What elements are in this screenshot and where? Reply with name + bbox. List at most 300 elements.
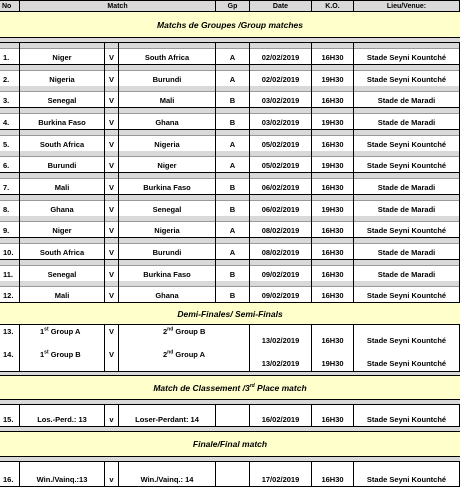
cell-ko bbox=[312, 238, 354, 260]
no-value: 2. bbox=[3, 75, 10, 84]
row-band bbox=[250, 195, 311, 201]
venue-value: Stade de Maradi bbox=[377, 270, 436, 279]
row-band bbox=[105, 108, 118, 114]
no-value: 10. bbox=[3, 248, 14, 257]
home-value: Senegal bbox=[47, 96, 77, 105]
v-value: v bbox=[109, 475, 114, 484]
cell-venue bbox=[354, 86, 460, 108]
cell-v bbox=[105, 43, 119, 65]
cell-ko bbox=[312, 108, 354, 130]
home-value: Burkina Faso bbox=[38, 118, 86, 127]
header-match: Match bbox=[20, 1, 216, 12]
table-row bbox=[0, 195, 460, 217]
venue-value: Stade Seyni Kountché bbox=[366, 415, 447, 424]
row-band bbox=[0, 65, 19, 71]
row-band bbox=[216, 173, 249, 179]
row-band bbox=[119, 195, 215, 201]
ko-value: 16H30 bbox=[321, 336, 344, 345]
venue-value: Stade Seyni Kountché bbox=[366, 336, 447, 345]
row-band bbox=[20, 281, 104, 287]
semi-cell-1 bbox=[20, 348, 105, 372]
cell-v bbox=[105, 173, 119, 195]
row-band bbox=[0, 260, 19, 266]
row-band bbox=[216, 65, 249, 71]
semi-cell-0 bbox=[0, 348, 20, 372]
row-band bbox=[20, 173, 104, 179]
ko-value: 19H30 bbox=[321, 118, 344, 127]
row-band bbox=[354, 86, 459, 92]
cell-home bbox=[20, 238, 105, 260]
date-value: 08/02/2019 bbox=[261, 248, 300, 257]
cell-venue bbox=[354, 65, 460, 87]
row-band bbox=[20, 238, 104, 244]
home-value: Mali bbox=[54, 183, 70, 192]
cell-v bbox=[105, 405, 119, 427]
away-value: Nigeria bbox=[154, 140, 180, 149]
row-band bbox=[0, 43, 19, 49]
row-band bbox=[216, 281, 249, 287]
cell-venue bbox=[354, 405, 460, 427]
home-value: South Africa bbox=[39, 248, 85, 257]
away-value: Burkina Faso bbox=[143, 183, 191, 192]
cell-ko bbox=[312, 173, 354, 195]
date-value: 06/02/2019 bbox=[261, 183, 300, 192]
v-value: V bbox=[108, 75, 114, 84]
cell-v bbox=[105, 462, 119, 487]
cell-v bbox=[105, 260, 119, 282]
cell-no bbox=[0, 260, 20, 282]
date-value: 16/02/2019 bbox=[261, 415, 300, 424]
cell-gp bbox=[216, 195, 250, 217]
venue-value: Stade Seyni Kountché bbox=[366, 161, 447, 170]
row-band bbox=[312, 86, 353, 92]
cell-no bbox=[0, 462, 20, 487]
cell-date bbox=[250, 151, 312, 173]
cell-gp bbox=[216, 65, 250, 87]
gp-value: A bbox=[229, 53, 236, 62]
away-value: Nigeria bbox=[154, 226, 180, 235]
row-band bbox=[312, 130, 353, 136]
table-row bbox=[0, 86, 460, 108]
no-value: 5. bbox=[3, 140, 10, 149]
ko-value: 16H30 bbox=[321, 270, 344, 279]
row-band bbox=[0, 238, 19, 244]
row-band bbox=[216, 151, 249, 157]
cell-ko bbox=[312, 65, 354, 87]
table-row bbox=[0, 281, 460, 303]
no-value: 12. bbox=[3, 291, 14, 300]
cell-venue bbox=[354, 216, 460, 238]
row-band bbox=[0, 151, 19, 157]
cell-v bbox=[105, 86, 119, 108]
cell-venue bbox=[354, 108, 460, 130]
cell-date bbox=[250, 195, 312, 217]
cell-no bbox=[0, 238, 20, 260]
away-value: Win./Vainq.: 14 bbox=[140, 475, 194, 484]
cell-date bbox=[250, 43, 312, 65]
cell-home bbox=[20, 86, 105, 108]
ko-value: 16H30 bbox=[321, 226, 344, 235]
gp-value: A bbox=[229, 140, 236, 149]
cell-date bbox=[250, 462, 312, 487]
home-value: Nigeria bbox=[49, 75, 75, 84]
date-value: 13/02/2019 bbox=[261, 359, 300, 368]
date-value: 17/02/2019 bbox=[261, 475, 300, 484]
cell-away bbox=[119, 216, 216, 238]
cell-v bbox=[105, 130, 119, 152]
cell-v bbox=[105, 108, 119, 130]
cell-away bbox=[119, 151, 216, 173]
venue-value: Stade de Maradi bbox=[377, 205, 436, 214]
ko-value: 16H30 bbox=[321, 475, 344, 484]
home-value: Niger bbox=[52, 226, 72, 235]
venue-value: Stade Seyni Kountché bbox=[366, 475, 447, 484]
row-band bbox=[354, 216, 459, 222]
row-band bbox=[312, 151, 353, 157]
table-row bbox=[0, 216, 460, 238]
cell-date bbox=[250, 281, 312, 303]
row-band bbox=[105, 86, 118, 92]
away-value: 2nd Group B bbox=[163, 326, 206, 336]
cell-ko bbox=[312, 405, 354, 427]
row-band bbox=[312, 195, 353, 201]
cell-no bbox=[0, 216, 20, 238]
row-band bbox=[119, 260, 215, 266]
home-value: Burundi bbox=[47, 161, 77, 170]
row-band bbox=[216, 216, 249, 222]
away-value: Ghana bbox=[155, 118, 179, 127]
cell-date bbox=[250, 130, 312, 152]
row-band bbox=[354, 238, 459, 244]
row-band bbox=[354, 151, 459, 157]
row-band bbox=[216, 108, 249, 114]
header-no: No bbox=[0, 1, 20, 12]
row-band bbox=[312, 260, 353, 266]
venue-value: Stade de Maradi bbox=[377, 118, 436, 127]
home-value: Ghana bbox=[50, 205, 74, 214]
row-band bbox=[105, 238, 118, 244]
cell-no bbox=[0, 173, 20, 195]
no-value: 13. bbox=[3, 327, 14, 336]
cell-home bbox=[20, 216, 105, 238]
cell-gp bbox=[216, 86, 250, 108]
ko-value: 16H30 bbox=[321, 96, 344, 105]
row-band bbox=[250, 43, 311, 49]
cell-v bbox=[105, 281, 119, 303]
cell-ko bbox=[312, 216, 354, 238]
row-band bbox=[312, 216, 353, 222]
venue-value: Stade Seyni Kountché bbox=[366, 140, 447, 149]
cell-away bbox=[119, 173, 216, 195]
table-row bbox=[0, 173, 460, 195]
row-band bbox=[105, 65, 118, 71]
v-value: V bbox=[108, 327, 114, 336]
section-title: Matchs de Groupes /Group matches bbox=[157, 19, 303, 30]
cell-date bbox=[250, 86, 312, 108]
cell-away bbox=[119, 108, 216, 130]
section-third-place bbox=[0, 376, 460, 400]
gp-value: A bbox=[229, 75, 236, 84]
gp-value: A bbox=[229, 248, 236, 257]
gp-value: B bbox=[229, 270, 236, 279]
no-value: 8. bbox=[3, 205, 10, 214]
cell-v bbox=[105, 195, 119, 217]
row-band bbox=[250, 151, 311, 157]
row-band bbox=[250, 260, 311, 266]
row-band bbox=[119, 238, 215, 244]
semi-cell-6 bbox=[354, 325, 460, 349]
semi-cell-2 bbox=[105, 348, 119, 372]
table-row bbox=[0, 130, 460, 152]
row-band bbox=[216, 195, 249, 201]
row-band bbox=[20, 108, 104, 114]
cell-home bbox=[20, 65, 105, 87]
row-band bbox=[119, 130, 215, 136]
date-value: 06/02/2019 bbox=[261, 205, 300, 214]
cell-home bbox=[20, 151, 105, 173]
section-semi-finals bbox=[0, 303, 460, 325]
cell-no bbox=[0, 151, 20, 173]
cell-away bbox=[119, 43, 216, 65]
cell-gp bbox=[216, 108, 250, 130]
row-band bbox=[119, 43, 215, 49]
row-band bbox=[105, 151, 118, 157]
ko-value: 16H30 bbox=[321, 248, 344, 257]
gp-value: A bbox=[229, 226, 236, 235]
row-band bbox=[105, 281, 118, 287]
row-band bbox=[250, 238, 311, 244]
no-value: 16. bbox=[3, 475, 14, 484]
row-band bbox=[0, 195, 19, 201]
row-band bbox=[250, 281, 311, 287]
row-band bbox=[0, 173, 19, 179]
cell-home bbox=[20, 43, 105, 65]
section-title: Finale/Final match bbox=[192, 439, 268, 449]
row-band bbox=[0, 130, 19, 136]
row-band bbox=[216, 260, 249, 266]
cell-ko bbox=[312, 130, 354, 152]
no-value: 4. bbox=[3, 118, 10, 127]
v-value: V bbox=[108, 270, 114, 279]
row-band bbox=[0, 108, 19, 114]
ko-value: 19H30 bbox=[321, 161, 344, 170]
cell-home bbox=[20, 195, 105, 217]
table-row bbox=[0, 405, 460, 427]
table-header bbox=[0, 0, 460, 12]
cell-venue bbox=[354, 43, 460, 65]
cell-no bbox=[0, 65, 20, 87]
cell-gp bbox=[216, 238, 250, 260]
cell-home bbox=[20, 130, 105, 152]
row-band bbox=[354, 281, 459, 287]
cell-gp bbox=[216, 43, 250, 65]
semi-cell-2 bbox=[105, 325, 119, 349]
row-band bbox=[312, 43, 353, 49]
row-band bbox=[20, 151, 104, 157]
table-row bbox=[0, 238, 460, 260]
row-band bbox=[250, 65, 311, 71]
cell-away bbox=[119, 405, 216, 427]
ko-value: 16H30 bbox=[321, 140, 344, 149]
table-row bbox=[0, 325, 460, 349]
no-value: 1. bbox=[3, 53, 10, 62]
cell-away bbox=[119, 195, 216, 217]
row-band bbox=[216, 238, 249, 244]
row-band bbox=[20, 130, 104, 136]
date-value: 09/02/2019 bbox=[261, 291, 300, 300]
away-value: Loser-Perdant: 14 bbox=[135, 415, 199, 424]
cell-away bbox=[119, 281, 216, 303]
table-row bbox=[0, 462, 460, 487]
row-band bbox=[20, 195, 104, 201]
row-band bbox=[354, 260, 459, 266]
row-band bbox=[250, 130, 311, 136]
row-band bbox=[20, 65, 104, 71]
v-value: V bbox=[108, 96, 114, 105]
row-band bbox=[119, 281, 215, 287]
cell-venue bbox=[354, 238, 460, 260]
gp-value: B bbox=[229, 118, 236, 127]
cell-venue bbox=[354, 151, 460, 173]
cell-home bbox=[20, 405, 105, 427]
semi-cell-4 bbox=[250, 325, 312, 349]
cell-date bbox=[250, 260, 312, 282]
cell-ko bbox=[312, 86, 354, 108]
row-band bbox=[119, 173, 215, 179]
cell-home bbox=[20, 173, 105, 195]
cell-date bbox=[250, 216, 312, 238]
header-gp: Gp bbox=[216, 1, 250, 12]
ko-value: 16H30 bbox=[321, 183, 344, 192]
table-row bbox=[0, 348, 460, 372]
table-row bbox=[0, 65, 460, 87]
cell-ko bbox=[312, 260, 354, 282]
cell-no bbox=[0, 86, 20, 108]
away-value: Burkina Faso bbox=[143, 270, 191, 279]
cell-ko bbox=[312, 195, 354, 217]
venue-value: Stade Seyni Kountché bbox=[366, 53, 447, 62]
venue-value: Stade Seyni Kountché bbox=[366, 226, 447, 235]
home-value: Los.-Perd.: 13 bbox=[37, 415, 87, 424]
cell-home bbox=[20, 108, 105, 130]
ko-value: 19H30 bbox=[321, 359, 344, 368]
date-value: 08/02/2019 bbox=[261, 226, 300, 235]
cell-away bbox=[119, 86, 216, 108]
away-value: Burundi bbox=[152, 75, 182, 84]
cell-venue bbox=[354, 260, 460, 282]
semi-cell-5 bbox=[312, 348, 354, 372]
home-value: 1st Group B bbox=[40, 349, 81, 359]
v-value: V bbox=[108, 226, 114, 235]
ko-value: 16H30 bbox=[321, 53, 344, 62]
cell-date bbox=[250, 108, 312, 130]
cell-gp bbox=[216, 462, 250, 487]
venue-value: Stade Seyni Kountché bbox=[366, 75, 447, 84]
home-value: Mali bbox=[54, 291, 70, 300]
row-band bbox=[250, 173, 311, 179]
section-title: Demi-Finales/ Semi-Finals bbox=[177, 308, 283, 319]
cell-no bbox=[0, 108, 20, 130]
row-band bbox=[216, 86, 249, 92]
venue-value: Stade Seyni Kountché bbox=[366, 291, 447, 300]
cell-no bbox=[0, 195, 20, 217]
gp-value: B bbox=[229, 205, 236, 214]
away-value: Mali bbox=[159, 96, 175, 105]
cell-venue bbox=[354, 281, 460, 303]
row-band bbox=[250, 108, 311, 114]
cell-no bbox=[0, 281, 20, 303]
cell-away bbox=[119, 260, 216, 282]
home-value: South Africa bbox=[39, 140, 85, 149]
row-band bbox=[250, 86, 311, 92]
no-value: 14. bbox=[3, 350, 14, 359]
cell-gp bbox=[216, 216, 250, 238]
row-band bbox=[105, 195, 118, 201]
row-band bbox=[119, 86, 215, 92]
cell-gp bbox=[216, 173, 250, 195]
cell-venue bbox=[354, 195, 460, 217]
row-band bbox=[354, 195, 459, 201]
header-venue: Lieu/Venue: bbox=[354, 1, 460, 12]
cell-no bbox=[0, 130, 20, 152]
v-value: v bbox=[109, 415, 114, 424]
cell-home bbox=[20, 462, 105, 487]
away-value: Niger bbox=[157, 161, 177, 170]
away-value: Senegal bbox=[152, 205, 182, 214]
cell-away bbox=[119, 462, 216, 487]
venue-value: Stade Seyni Kountché bbox=[366, 359, 447, 368]
row-band bbox=[312, 238, 353, 244]
no-value: 6. bbox=[3, 161, 10, 170]
v-value: V bbox=[108, 291, 114, 300]
row-band bbox=[216, 43, 249, 49]
row-band bbox=[105, 216, 118, 222]
away-value: 2nd Group A bbox=[163, 349, 206, 359]
date-value: 05/02/2019 bbox=[261, 161, 300, 170]
row-band bbox=[0, 86, 19, 92]
date-value: 13/02/2019 bbox=[261, 336, 300, 345]
cell-ko bbox=[312, 151, 354, 173]
ko-value: 19H30 bbox=[321, 205, 344, 214]
semi-cell-6 bbox=[354, 348, 460, 372]
cell-date bbox=[250, 65, 312, 87]
cell-venue bbox=[354, 130, 460, 152]
cell-venue bbox=[354, 462, 460, 487]
row-band bbox=[20, 43, 104, 49]
row-band bbox=[0, 281, 19, 287]
row-band bbox=[216, 130, 249, 136]
cell-away bbox=[119, 65, 216, 87]
cell-gp bbox=[216, 260, 250, 282]
cell-gp bbox=[216, 130, 250, 152]
no-value: 9. bbox=[3, 226, 10, 235]
no-value: 7. bbox=[3, 183, 10, 192]
cell-date bbox=[250, 405, 312, 427]
row-band bbox=[312, 65, 353, 71]
semi-cell-1 bbox=[20, 325, 105, 349]
v-value: V bbox=[108, 248, 114, 257]
row-band bbox=[312, 173, 353, 179]
cell-away bbox=[119, 238, 216, 260]
header-ko: K.O. bbox=[312, 1, 354, 12]
cell-gp bbox=[216, 151, 250, 173]
row-band bbox=[119, 151, 215, 157]
cell-away bbox=[119, 130, 216, 152]
away-value: Burundi bbox=[152, 248, 182, 257]
v-value: V bbox=[108, 161, 114, 170]
row-band bbox=[354, 173, 459, 179]
row-band bbox=[119, 108, 215, 114]
